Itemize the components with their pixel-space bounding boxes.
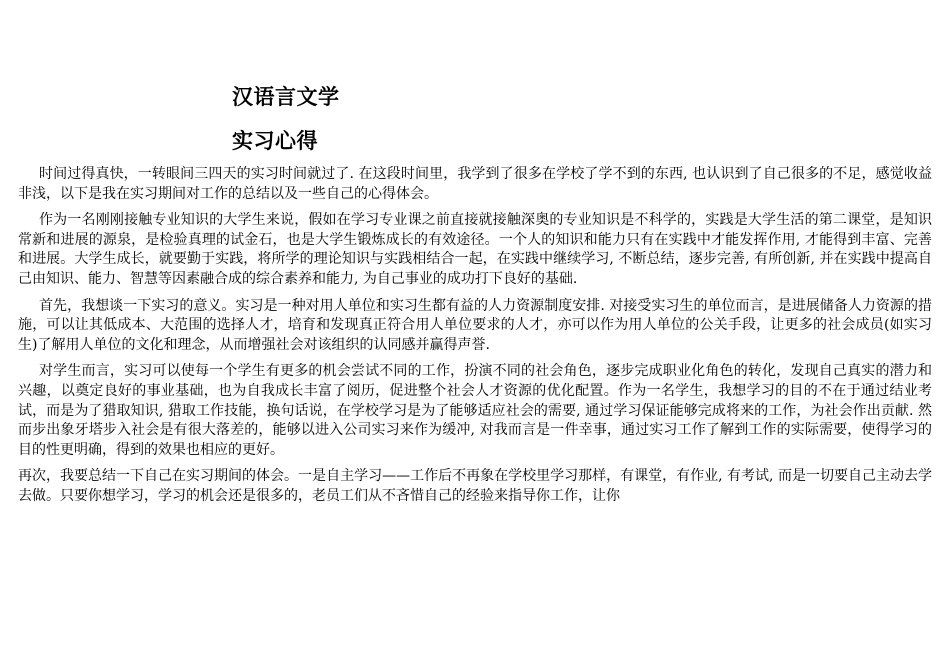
paragraph-student-benefits: 对学生而言，实习可以使每一个学生有更多的机会尝试不同的工作，扮演不同的社会角色，逐步完成职业化角色的转化，发现自己真实的潜力和兴趣，以奠定良好的事业基础，也为自我成长丰富了阅历，促进整个社会人才资源的优化配置。作为一名学生，我想学习的目的不在于通过结业考试，而是为了猎取知识, 猎取工作技能，换句话说，在学校学习是为了能够适应社会的需要, 通过学习保证能够完成将来的工作，为社会作出贡献. 然而步出象牙塔步入社会是有很大落差的，能够以进入公司实习来作为缓冲, 对我而言是一件幸事，通过实习工作了解到工作的实际需要，使得学习的目的性更明确，得到的效果也相应的更好。 [18, 363, 932, 458]
paragraph-internship-meaning: 首先，我想谈一下实习的意义。实习是一种对用人单位和实习生都有益的人力资源制度安排. 对接受实习生的单位而言，是进展储备人力资源的措施，可以让其低成本、大范围的选择人才，培育和发现真正符合用人单位要求的人才，亦可以作为用人单位的公关手段，让更多的社会成员(如实习生)了解用人单位的文化和理念，从而增强社会对该组织的认同感并赢得声誉. [18, 297, 932, 353]
paragraph-practice-importance: 作为一名刚刚接触专业知识的大学生来说，假如在学习专业课之前直接就接触深奥的专业知识是不科学的，实践是大学生活的第二课堂，是知识常新和进展的源泉，是检验真理的试金石，也是大学生锻炼成长的有效途径。一个人的知识和能力只有在实践中才能发挥作用, 才能得到丰富、完善和进展。大学生成长，就要勤于实践，将所学的理论知识与实践相结合一起，在实践中继续学习, 不断总结，逐步完善, 有所创新, 并在实践中提高自己由知识、能力、智慧等因素融合成的综合素养和能力, 为自己事业的成功打下良好的基础. [18, 212, 932, 287]
document-page [18, 84, 932, 514]
paragraph-experience-summary: 再次，我要总结一下自己在实习期间的体会。一是自主学习——工作后不再象在学校里学习那样，有课堂，有作业, 有考试, 而是一切要自己主动去学去做。只要你想学习，学习的机会还是很多的，老员工们从不吝惜自己的经验来指导你工作，让你 [18, 468, 932, 504]
document-title-subject: 实习心得 [232, 129, 318, 153]
paragraph-intro: 时间过得真快，一转眼间三四天的实习时间就过了. 在这段时间里，我学到了很多在学校了学不到的东西, 也认识到了自己很多的不足，感觉收益非浅，以下是我在实习期间对工作的总结以及一些自己的心得体会。 [18, 166, 932, 202]
document-title-major: 汉语言文学 [232, 85, 340, 109]
title-block [18, 84, 932, 155]
